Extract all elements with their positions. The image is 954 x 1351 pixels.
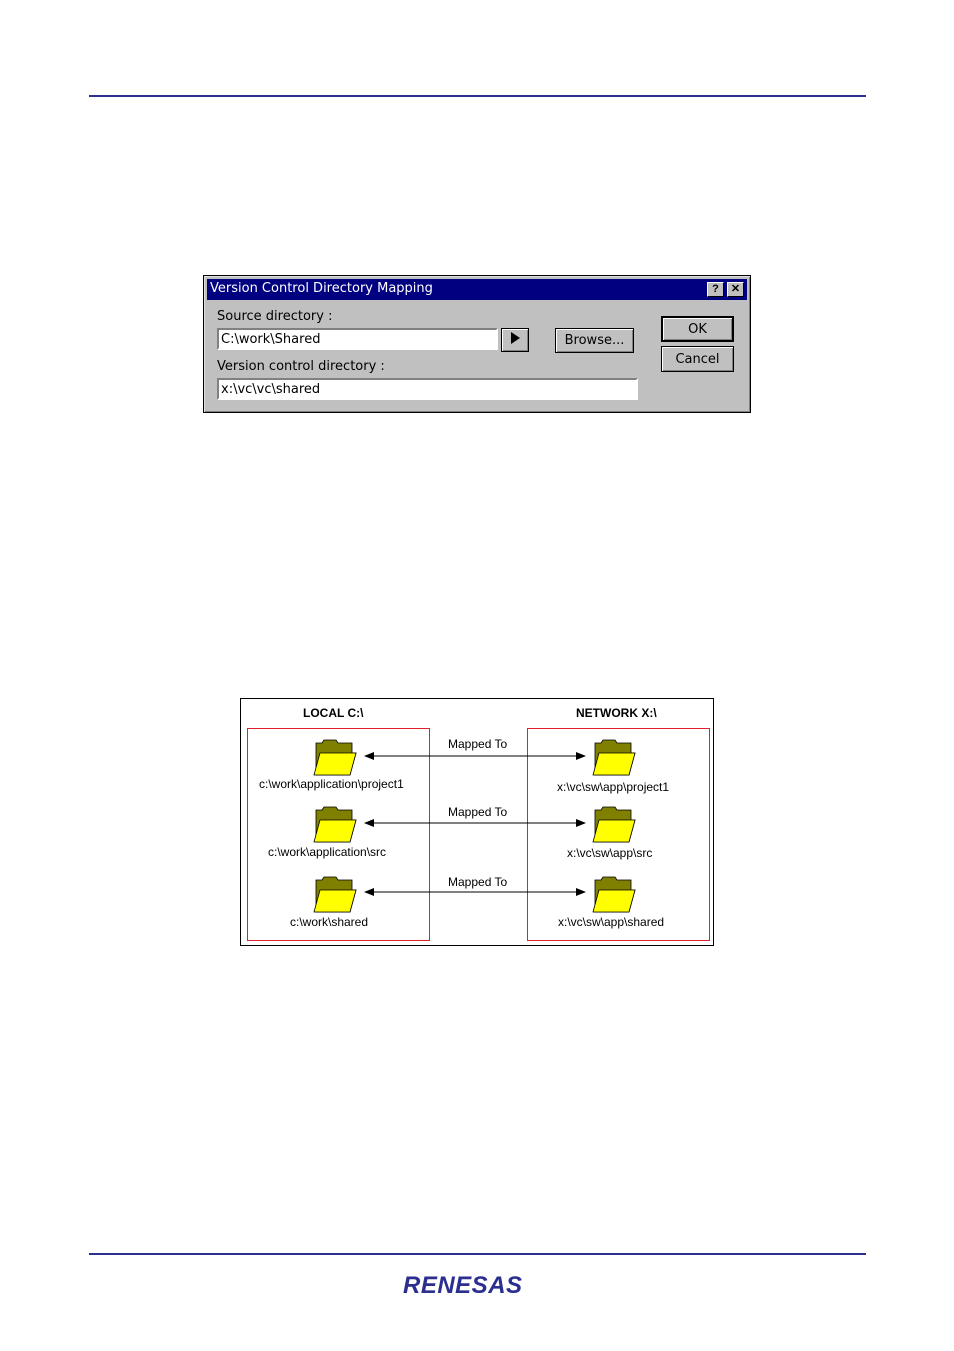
local-path: c:\work\shared: [290, 915, 369, 929]
footer-rule: [89, 1253, 866, 1255]
mapped-to-label: Mapped To: [448, 737, 508, 751]
mapping-diagram: [240, 698, 714, 946]
local-path: c:\work\application\src: [268, 845, 387, 859]
network-path: x:\vc\sw\app\src: [567, 846, 653, 860]
source-directory-label: Source directory :: [217, 309, 333, 324]
cancel-button[interactable]: [661, 346, 734, 372]
source-directory-input[interactable]: [217, 328, 498, 350]
network-path: x:\vc\sw\app\shared: [558, 915, 665, 929]
network-path: x:\vc\sw\app\project1: [557, 780, 670, 794]
folder-icon: [593, 807, 635, 842]
help-icon[interactable]: ?: [707, 282, 724, 297]
ok-button-label: OK: [688, 321, 707, 337]
local-path: c:\work\application\project1: [259, 777, 404, 791]
header-rule: [89, 95, 866, 97]
folder-icon: [314, 877, 356, 912]
logo-text: RENESAS: [403, 1272, 523, 1298]
version-control-directory-input[interactable]: [217, 378, 638, 400]
folder-icon: [593, 877, 635, 912]
network-heading: NETWORK X:\: [576, 706, 657, 720]
folder-icon: [314, 740, 356, 775]
directory-mapping-dialog: [203, 275, 751, 413]
dialog-title: Version Control Directory Mapping: [210, 281, 433, 296]
mapped-to-label: Mapped To: [448, 805, 508, 819]
ok-button[interactable]: [661, 316, 734, 342]
browse-button-label: Browse...: [564, 333, 625, 348]
close-icon[interactable]: ✕: [727, 282, 744, 297]
folder-icon: [314, 807, 356, 842]
browse-button[interactable]: [555, 328, 634, 353]
local-heading: LOCAL C:\: [303, 706, 364, 720]
dialog-titlebar: [207, 279, 747, 300]
version-control-directory-label: Version control directory :: [217, 359, 385, 374]
insert-path-button[interactable]: [501, 328, 529, 352]
arrow-right-icon: [509, 331, 521, 345]
renesas-logo: [403, 1270, 553, 1298]
mapped-to-label: Mapped To: [448, 875, 508, 889]
cancel-button-label: Cancel: [675, 351, 720, 367]
folder-icon: [593, 740, 635, 775]
